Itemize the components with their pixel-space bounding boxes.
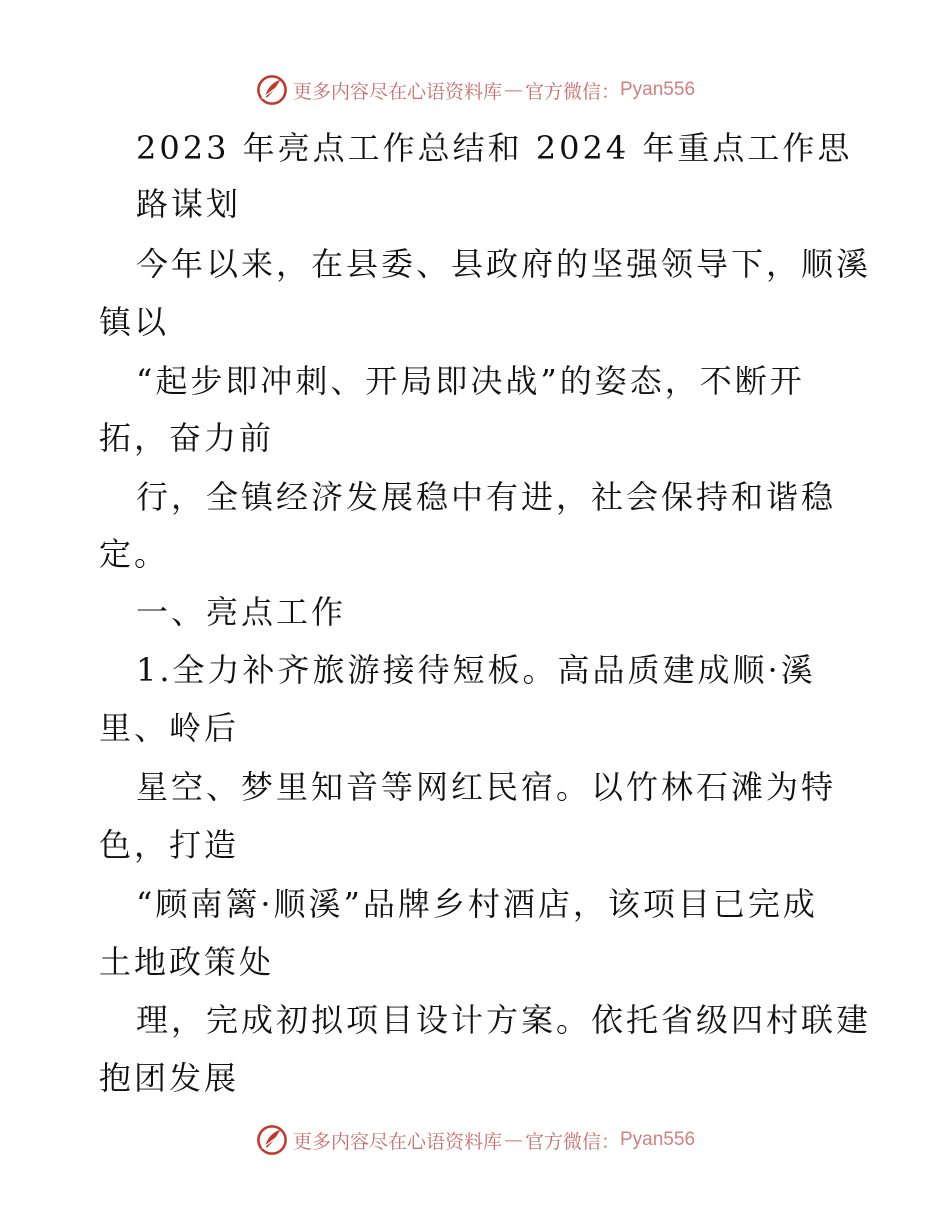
watermark-text: 更多内容尽在心语资料库 [292, 80, 502, 103]
section-heading: 一、亮点工作 [136, 593, 347, 631]
watermark-separator: — [503, 79, 523, 101]
watermark-label: 官方微信： [524, 80, 620, 103]
text-line: 色，打造 [99, 826, 240, 864]
text-line: “起步即冲刺、开局即决战”的姿态，不断开 [136, 362, 805, 400]
text-line: 行，全镇经济发展稳中有进，社会保持和谐稳 [136, 478, 837, 516]
title-line-2: 路谋划 [136, 185, 242, 223]
text-line: 1.全力补齐旅游接待短板。高品质建成顺·溪 [136, 651, 816, 689]
text-line: 星空、梦里知音等网红民宿。以竹林石滩为特 [136, 768, 837, 806]
title-line-1: 2023 年亮点工作总结和 2024 年重点工作思 [136, 129, 853, 167]
text-line: 土地政策处 [99, 943, 275, 981]
watermark-id: Pyan556 [620, 1129, 696, 1150]
brand-logo-icon [255, 73, 289, 107]
text-line: 拓，奋力前 [99, 419, 275, 457]
text-line: 抱团发展 [99, 1059, 240, 1097]
text-line: 定。 [99, 535, 170, 573]
watermark-label: 官方微信： [524, 1130, 620, 1153]
text-line: 里、岭后 [99, 709, 240, 747]
text-line: 理，完成初拟项目设计方案。依托省级四村联建 [136, 1001, 872, 1039]
header-watermark [0, 70, 950, 110]
watermark-text: 更多内容尽在心语资料库 [292, 1130, 502, 1153]
watermark-separator: — [503, 1129, 523, 1151]
text-line: “顾南篱·顺溪”品牌乡村酒店，该项目已完成 [136, 885, 818, 923]
text-line: 镇以 [99, 303, 170, 341]
watermark-id: Pyan556 [620, 79, 696, 100]
text-line: 今年以来，在县委、县政府的坚强领导下，顺溪 [136, 245, 872, 283]
brand-logo-icon [255, 1123, 289, 1157]
footer-watermark [0, 1120, 950, 1160]
